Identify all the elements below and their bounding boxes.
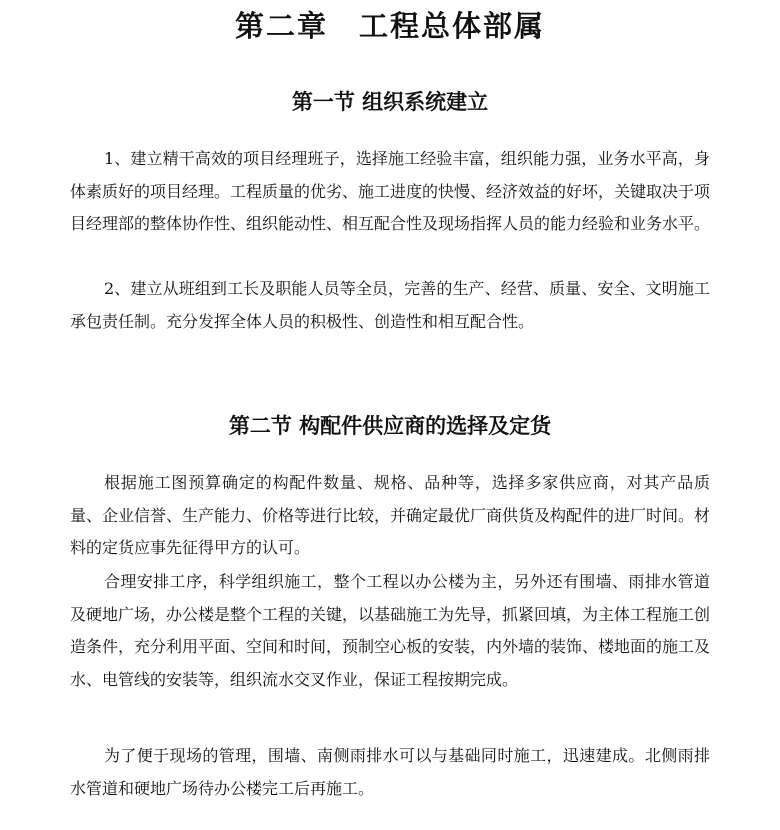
section-2-paragraph-3: 为了便于现场的管理，围墙、南侧雨排水可以与基础同时施工，迅速建成。北侧雨排水管道和硬地广场待办公楼完工后再施工。 — [70, 746, 710, 798]
section-1-paragraph-1: 1、建立精干高效的项目经理班子，选择施工经验丰富，组织能力强，业务水平高，身体素质好的项目经理。工程质量的优劣、施工进度的快慢、经济效益的好坏，关键取决于项目经理部的整体协作性、组织能动性、相互配合性及现场指挥人员的能力经验和业务水平。 — [70, 149, 711, 234]
section-1-paragraph-2: 2、建立从班组到工长及职能人员等全员，完善的生产、经营、质量、安全、文明施工承包责任制。充分发挥全体人员的积极性、创造性和相互配合性。 — [70, 279, 710, 331]
chapter-title: 第二章 工程总体部属 — [234, 9, 545, 43]
section-2-paragraph-1: 根据施工图预算确定的构配件数量、规格、品种等，选择多家供应商，对其产品质量、企业信誉、生产能力、价格等进行比较，并确定最优厂商供货及构配件的进厂时间。材料的定货应事先征得甲方的认可。 — [70, 473, 711, 558]
section-1-title: 第一节 组织系统建立 — [291, 90, 489, 114]
section-2-title: 第二节 构配件供应商的选择及定货 — [228, 414, 552, 438]
section-2-paragraph-2: 合理安排工序，科学组织施工，整个工程以办公楼为主，另外还有围墙、雨排水管道及硬地广场，办公楼是整个工程的关键，以基础施工为先导，抓紧回填，为主体工程施工创造条件，充分利用平面、空间和时间，预制空心板的安装，内外墙的装饰、楼地面的施工及水、电管线的安装等，组织流水交叉作业，保证工程按期完成。 — [70, 572, 711, 689]
